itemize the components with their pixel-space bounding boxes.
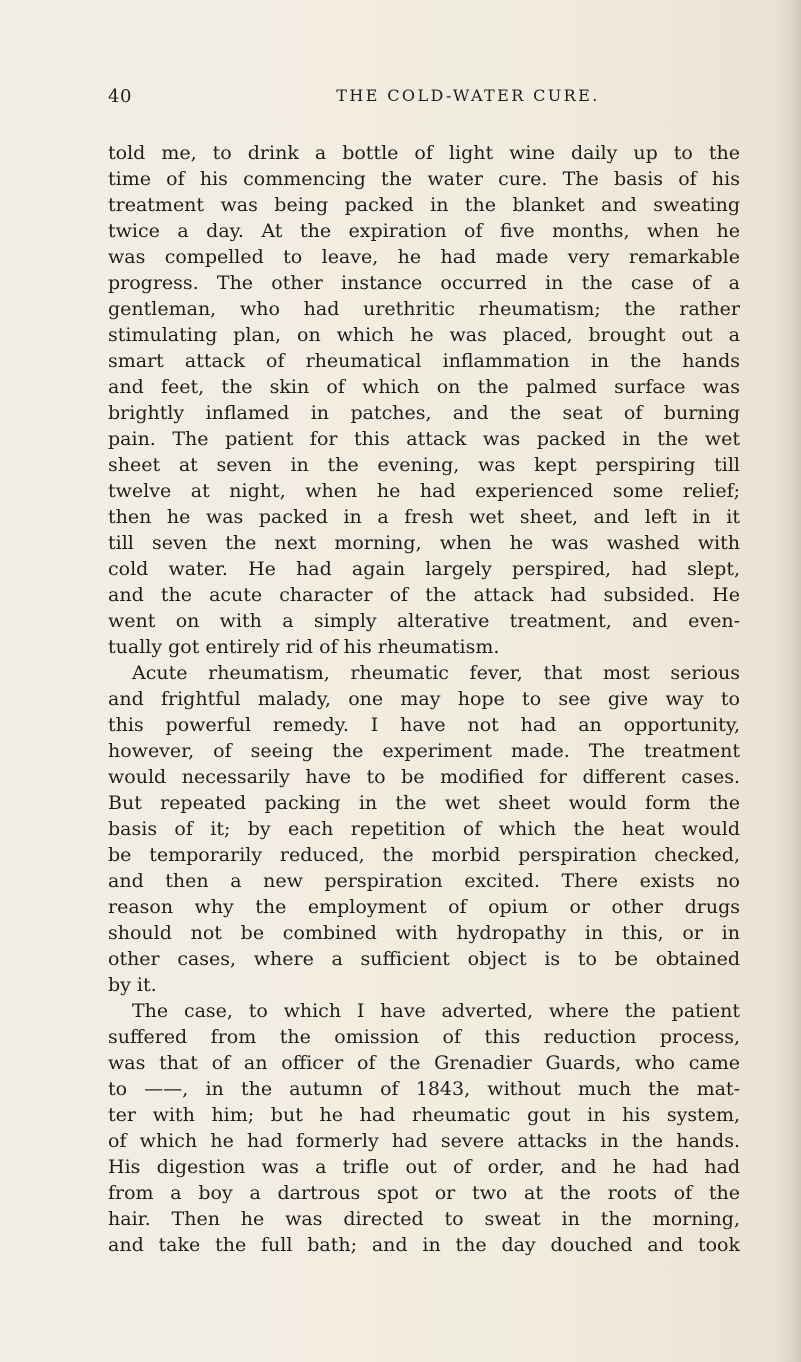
- text-line: and the acute character of the attack had subsided. He: [108, 584, 740, 606]
- text-line: would necessarily have to be modified for different cases.: [108, 766, 740, 788]
- text-line: stimulating plan, on which he was placed, brought out a: [108, 324, 740, 346]
- text-line: other cases, where a sufficient object is to be obtained: [108, 948, 740, 970]
- text-line: But repeated packing in the wet sheet would form the: [108, 792, 740, 814]
- paragraph-start-line: The case, to which I have adverted, where the patient: [132, 1000, 740, 1022]
- text-line: went on with a simply alterative treatment, and even-: [108, 610, 740, 632]
- text-line: brightly inflamed in patches, and the seat of burning: [108, 402, 740, 424]
- text-line: gentleman, who had urethritic rheumatism; the rather: [108, 298, 740, 320]
- text-line: however, of seeing the experiment made. The treatment: [108, 740, 740, 762]
- text-line: this powerful remedy. I have not had an opportunity,: [108, 714, 740, 736]
- text-line: by it.: [108, 974, 157, 996]
- text-line: His digestion was a trifle out of order, and he had had: [108, 1156, 740, 1178]
- running-head: THE COLD-WATER CURE.: [336, 86, 600, 105]
- text-line: and then a new perspiration excited. There exists no: [108, 870, 740, 892]
- text-line: pain. The patient for this attack was packed in the wet: [108, 428, 740, 450]
- text-line: ter with him; but he had rheumatic gout in his system,: [108, 1104, 740, 1126]
- text-line: basis of it; by each repetition of which the heat would: [108, 818, 740, 840]
- text-line: from a boy a dartrous spot or two at the roots of the: [108, 1182, 740, 1204]
- paragraph-start-line: Acute rheumatism, rheumatic fever, that most serious: [132, 662, 740, 684]
- body-text: [108, 140, 740, 1258]
- text-line: cold water. He had again largely perspired, had slept,: [108, 558, 740, 580]
- text-line: smart attack of rheumatical inflammation in the hands: [108, 350, 740, 372]
- text-line: tually got entirely rid of his rheumatism.: [108, 636, 500, 658]
- text-line: was that of an officer of the Grenadier Guards, who came: [108, 1052, 740, 1074]
- page-header: [108, 86, 728, 116]
- page-number: 40: [108, 86, 132, 107]
- text-line: and feet, the skin of which on the palmed surface was: [108, 376, 740, 398]
- text-line: twelve at night, when he had experienced some relief;: [108, 480, 740, 502]
- text-line: progress. The other instance occurred in the case of a: [108, 272, 740, 294]
- text-line: then he was packed in a fresh wet sheet, and left in it: [108, 506, 740, 528]
- text-line: was compelled to leave, he had made very remarkable: [108, 246, 740, 268]
- text-line: should not be combined with hydropathy in this, or in: [108, 922, 740, 944]
- text-line: and take the full bath; and in the day douched and took: [108, 1234, 740, 1256]
- text-line: of which he had formerly had severe attacks in the hands.: [108, 1130, 740, 1152]
- text-line: treatment was being packed in the blanket and sweating: [108, 194, 740, 216]
- text-line: suffered from the omission of this reduction process,: [108, 1026, 740, 1048]
- text-line: hair. Then he was directed to sweat in the morning,: [108, 1208, 740, 1230]
- text-line: told me, to drink a bottle of light wine daily up to the: [108, 142, 740, 164]
- text-line: reason why the employment of opium or other drugs: [108, 896, 740, 918]
- text-line: time of his commencing the water cure. The basis of his: [108, 168, 740, 190]
- page-edge-shadow: [775, 0, 801, 1362]
- text-line: and frightful malady, one may hope to see give way to: [108, 688, 740, 710]
- text-line: sheet at seven in the evening, was kept perspiring till: [108, 454, 740, 476]
- text-line: twice a day. At the expiration of five months, when he: [108, 220, 740, 242]
- text-line: be temporarily reduced, the morbid perspiration checked,: [108, 844, 740, 866]
- text-line: till seven the next morning, when he was washed with: [108, 532, 740, 554]
- text-line: to ——, in the autumn of 1843, without much the mat-: [108, 1078, 740, 1100]
